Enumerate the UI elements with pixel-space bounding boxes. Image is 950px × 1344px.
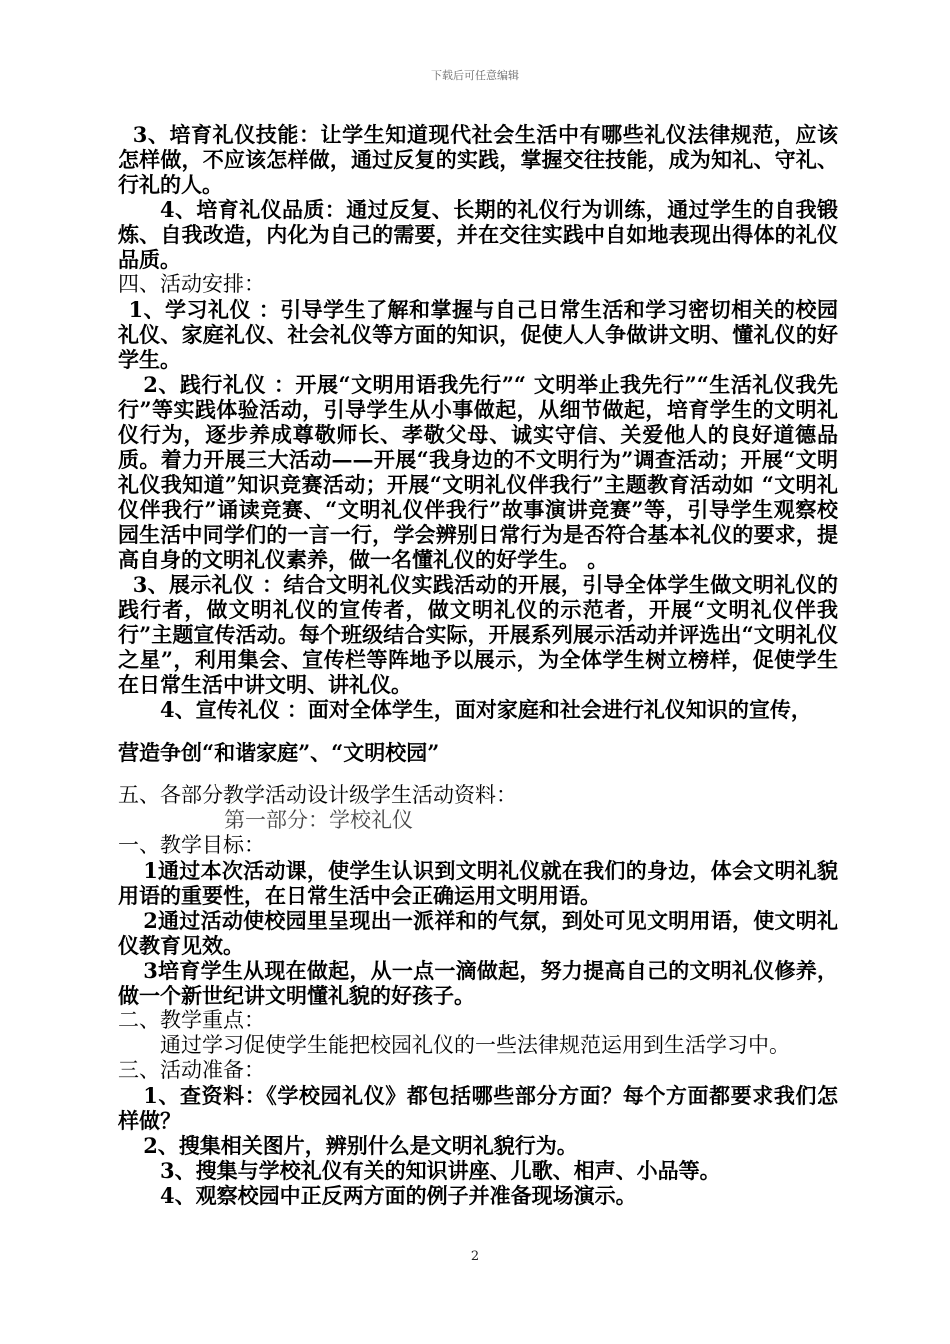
page-number: 2 [470, 1249, 480, 1264]
prep-item: 3、搜集与学校礼仪有关的知识讲座、儿歌、相声、小品等。 [160, 1158, 721, 1183]
paragraph-closing-line: 营造争创“和谐家庭”、“文明校园” [118, 740, 440, 765]
prep-item: 1、查资料：《学校园礼仪》都包括哪些部分方面？每个方面都要求我们怎样做？ [118, 1083, 838, 1133]
document-body [118, 122, 838, 1208]
section5-subtitle: 第一部分：学校礼仪 [224, 808, 413, 832]
prep-item: 2、搜集相关图片，辨别什么是文明礼貌行为。 [143, 1133, 578, 1158]
paragraph-skills: 3、培育礼仪技能：让学生知道现代社会生活中有哪些礼仪法律规范，应该怎样做，不应该怎样做，通过反复的实践，掌握交往技能，成为知礼、守礼、行礼的人。 [118, 122, 838, 197]
paragraph-promote-etiquette: 4、宣传礼仪 ：面对全体学生，面对家庭和社会进行礼仪知识的宣传， [160, 697, 812, 722]
section5-title: 五、各部分教学活动设计级学生活动资料： [118, 783, 517, 807]
goals-title: 一、教学目标： [118, 833, 265, 857]
paragraph-practice-etiquette: 2、践行礼仪 ：开展“文明用语我先行”“ 文明举止我先行”“生活礼仪我先行”等实践体验活动，引导学生从小事做起，从细节做起，培育学生的文明礼仪行为，逐步养成尊敬师长、孝敬父母、诚实守信、关爱他人的良好道德品质。着力开展三大活动——开展“我身边的不文明行为”调查活动；开展“文明礼仪我知道”知识竞赛活动；开展“文明礼仪伴我行”主题教育活动如 “文明礼仪伴我行”诵读竞赛、“文明礼仪伴我行”故事演讲竞赛”等，引导学生观察校园生活中同学们的一言一行，学会辨别日常行为是否符合基本礼仪的要求，提高自身的文明礼仪素养，做一名懂礼仪的好学生。 。 [118, 372, 838, 572]
heading-activity-plan: 四、活动安排： [118, 272, 265, 296]
prep-item: 4、观察校园中正反两方面的例子并准备现场演示。 [160, 1183, 637, 1208]
page-header-note: 下载后可任意编辑 [431, 69, 519, 82]
goal-item: 2通过活动使校园里呈现出一派祥和的气氛，到处可见文明用语，使文明礼仪教育见效。 [118, 908, 838, 958]
focus-title: 二、教学重点： [118, 1008, 265, 1032]
goal-item: 1通过本次活动课，使学生认识到文明礼仪就在我们的身边，体会文明礼貌用语的重要性，在日常生活中会正确运用文明用语。 [118, 858, 838, 908]
goal-item: 3培育学生从现在做起，从一点一滴做起，努力提高自己的文明礼仪修养，做一个新世纪讲文明懂礼貌的好孩子。 [118, 958, 838, 1008]
paragraph-quality: 4、培育礼仪品质：通过反复、长期的礼仪行为训练，通过学生的自我锻炼、自我改造，内化为自己的需要，并在交往实践中自如地表现出得体的礼仪品质。 [118, 197, 838, 272]
prep-title: 三、活动准备： [118, 1058, 265, 1082]
paragraph-display-etiquette: 3、展示礼仪 ：结合文明礼仪实践活动的开展，引导全体学生做文明礼仪的践行者，做文明礼仪的宣传者，做文明礼仪的示范者，开展“文明礼仪伴我行”主题宣传活动。每个班级结合实际，开展系列展示活动并评选出“文明礼仪之星”，利用集会、宣传栏等阵地予以展示，为全体学生树立榜样，促使学生在日常生活中讲文明、讲礼仪。 [118, 572, 838, 697]
paragraph-learn-etiquette: 1、学习礼仪 ：引导学生了解和掌握与自己日常生活和学习密切相关的校园礼仪、家庭礼仪、社会礼仪等方面的知识，促使人人争做讲文明、懂礼仪的好学生。 [118, 297, 838, 372]
focus-text: 通过学习促使学生能把校园礼仪的一些法律规范运用到生活学习中。 [160, 1033, 790, 1057]
